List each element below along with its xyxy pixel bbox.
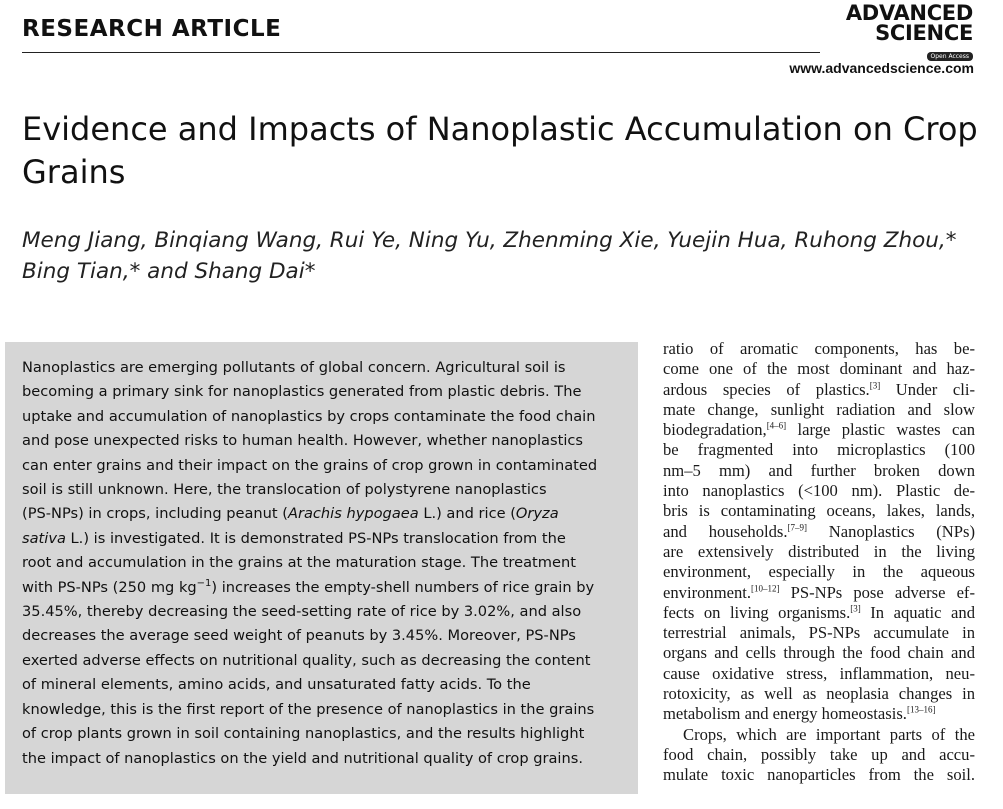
- article-title-line: Evidence and Impacts of Nanoplastic Accumulation on Crop: [22, 110, 978, 148]
- body-line: mate change, sunlight radiation and slow: [663, 399, 975, 419]
- body-text-column: [663, 339, 975, 809]
- abstract-line: becoming a primary sink for nanoplastics generated from plastic debris. The: [22, 383, 582, 401]
- abstract-text-run: L.) and rice (: [418, 505, 516, 523]
- abstract-text: [22, 356, 628, 771]
- author-line: Bing Tian,* and Shang Dai*: [22, 259, 316, 284]
- abstract-line: knowledge, this is the first report of the presence of nanoplastics in the grains: [22, 700, 595, 718]
- citation-link[interactable]: [7–9]: [787, 522, 808, 533]
- abstract-line: soil is still unknown. Here, the translocation of polystyrene nanoplastics: [22, 481, 547, 499]
- abstract-text-run: L.) is investigated. It is demonstrated PS-NPs translocation from the: [65, 529, 566, 547]
- header-rule: [22, 52, 820, 53]
- body-line: organs and cells through the food chain and: [663, 643, 975, 663]
- citation-link[interactable]: [4–6]: [766, 420, 787, 431]
- body-line: [663, 380, 975, 400]
- body-line: environment, especially in the aqueous: [663, 562, 975, 582]
- author-line: Meng Jiang, Binqiang Wang, Rui Ye, Ning Yu, Zhenming Xie, Yuejin Hua, Ruhong Zhou,*: [22, 228, 957, 253]
- abstract-line: of mineral elements, amino acids, and unsaturated fatty acids. To the: [22, 676, 531, 694]
- body-line: [663, 704, 975, 724]
- body-text-run: fects on living organisms.: [663, 602, 851, 622]
- article-title: [22, 108, 982, 194]
- journal-logo[interactable]: [825, 3, 973, 62]
- section-label: RESEARCH ARTICLE: [22, 16, 282, 42]
- abstract-line: [22, 576, 628, 600]
- abstract-line: Nanoplastics are emerging pollutants of global concern. Agricultural soil is: [22, 359, 566, 376]
- body-text-run: large plastic wastes can: [786, 420, 975, 440]
- species-name-rice-genus: Oryza: [515, 505, 559, 523]
- body-line: terrestrial animals, PS-NPs accumulate in: [663, 623, 975, 643]
- body-line: bris is contaminating oceans, lakes, lands,: [663, 501, 975, 521]
- body-line: [663, 603, 975, 623]
- body-text-run: environment.: [663, 582, 752, 602]
- abstract-box: [5, 342, 638, 794]
- citation-link[interactable]: [3]: [869, 380, 881, 391]
- abstract-line: root and accumulation in the grains at the maturation stage. The treatment: [22, 554, 576, 572]
- body-line: [663, 522, 975, 542]
- abstract-line: exerted adverse effects on nutritional quality, such as decreasing the content: [22, 651, 591, 669]
- body-text-run: biodegradation,: [663, 420, 767, 440]
- body-text-run: ardous species of plastics.: [663, 379, 870, 399]
- abstract-text-run: (PS-NPs) in crops, including peanut (: [22, 505, 288, 523]
- citation-link[interactable]: [3]: [850, 603, 861, 614]
- abstract-line: can enter grains and their impact on the grains of crop grown in contaminated: [22, 456, 598, 474]
- journal-logo-line2: SCIENCE: [875, 21, 973, 45]
- abstract-line: [22, 527, 628, 551]
- body-text-run: PS-NPs pose adverse ef-: [779, 582, 975, 602]
- journal-logo-line1: ADVANCED: [845, 1, 973, 25]
- journal-url-link[interactable]: www.advancedscience.com: [789, 60, 974, 76]
- abstract-line: 35.45%, thereby decreasing the seed-setting rate of rice by 3.02%, and also: [22, 603, 582, 621]
- author-list: [22, 225, 982, 287]
- body-text-run: metabolism and energy homeostasis.: [663, 704, 907, 724]
- body-text-run: Nanoplastics (NPs): [807, 521, 975, 541]
- open-access-badge: Open Access: [927, 52, 973, 61]
- abstract-line: decreases the average seed weight of peanuts by 3.45%. Moreover, PS-NPs: [22, 627, 576, 645]
- body-line: rotoxicity, as well as neoplasia changes in: [663, 684, 975, 704]
- article-title-line: Grains: [22, 153, 126, 191]
- body-line: [663, 583, 975, 603]
- abstract-line: the impact of nanoplastics on the yield and nutritional quality of crop grains.: [22, 749, 583, 767]
- body-text-run: Under cli-: [880, 379, 975, 399]
- species-name-rice-epithet: sativa: [22, 529, 66, 547]
- body-line: are extensively distributed in the living: [663, 541, 975, 561]
- body-line: mulate toxic nanoparticles from the soil.: [663, 765, 975, 785]
- body-text-run: In aquatic and: [860, 602, 975, 622]
- body-line: nm–5 mm) and further broken down: [663, 460, 975, 480]
- unit-superscript: −1: [196, 577, 212, 589]
- species-name-peanut: Arachis hypogaea: [287, 505, 419, 523]
- citation-link[interactable]: [10–12]: [751, 583, 780, 594]
- abstract-line: of crop plants grown in soil containing nanoplastics, and the results highlight: [22, 725, 585, 743]
- body-line: be fragmented into microplastics (100: [663, 440, 975, 460]
- body-line: ratio of aromatic components, has be-: [663, 339, 975, 358]
- abstract-text-run: ) increases the empty-shell numbers of rice grain by: [211, 578, 595, 596]
- body-line: food chain, possibly take up and accu-: [663, 744, 975, 764]
- citation-link[interactable]: [13–16]: [906, 704, 936, 715]
- body-line: come one of the most dominant and haz-: [663, 359, 975, 379]
- body-text-run: and households.: [663, 521, 788, 541]
- body-line: [663, 420, 975, 440]
- abstract-text-run: with PS-NPs (250 mg kg: [22, 578, 197, 596]
- abstract-line: [22, 502, 628, 526]
- body-line: Crops, which are important parts of the: [683, 724, 975, 744]
- abstract-line: uptake and accumulation of nanoplastics by crops contaminate the food chain: [22, 407, 596, 425]
- body-line: into nanoplastics (<100 nm). Plastic de-: [663, 481, 975, 501]
- body-line: cause oxidative stress, inflammation, neu-: [663, 663, 975, 683]
- abstract-line: and pose unexpected risks to human health. However, whether nanoplastics: [22, 432, 583, 450]
